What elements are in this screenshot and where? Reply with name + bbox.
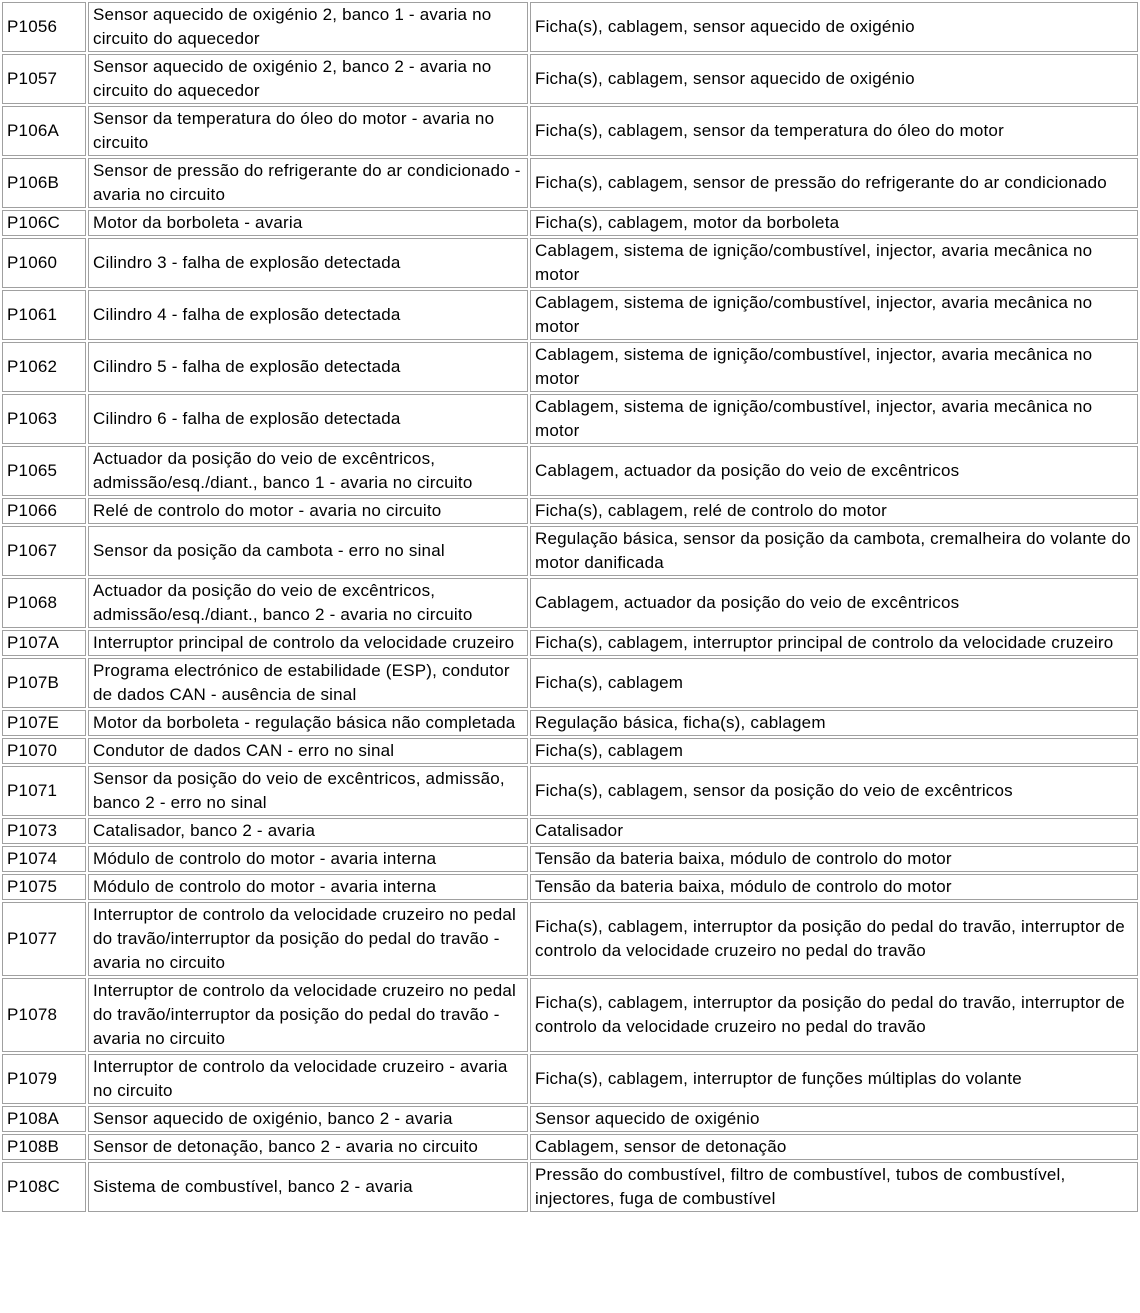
table-row (2, 1054, 1138, 1104)
fault-code-cell: P1066 (2, 498, 86, 524)
fault-code-cell: P106C (2, 210, 86, 236)
table-row (2, 1162, 1138, 1212)
fault-description-cell: Sensor aquecido de oxigénio, banco 2 - avaria (88, 1106, 528, 1132)
table-row (2, 2, 1138, 52)
fault-description-cell: Interruptor de controlo da velocidade cruzeiro no pedal do travão/interruptor da posição do pedal do travão - avaria no circuito (88, 902, 528, 976)
fault-remedy-cell: Cablagem, sistema de ignição/combustível, injector, avaria mecânica no motor (530, 238, 1138, 288)
fault-code-cell: P1075 (2, 874, 86, 900)
fault-code-cell: P1070 (2, 738, 86, 764)
fault-remedy-cell: Cablagem, sistema de ignição/combustível, injector, avaria mecânica no motor (530, 342, 1138, 392)
fault-code-cell: P108C (2, 1162, 86, 1212)
fault-code-cell: P1068 (2, 578, 86, 628)
fault-description-cell: Actuador da posição do veio de excêntricos, admissão/esq./diant., banco 1 - avaria no circuito (88, 446, 528, 496)
fault-remedy-cell: Regulação básica, ficha(s), cablagem (530, 710, 1138, 736)
fault-remedy-cell: Ficha(s), cablagem, motor da borboleta (530, 210, 1138, 236)
table-row (2, 54, 1138, 104)
table-row (2, 902, 1138, 976)
fault-remedy-cell: Cablagem, sensor de detonação (530, 1134, 1138, 1160)
fault-description-cell: Cilindro 4 - falha de explosão detectada (88, 290, 528, 340)
table-row (2, 658, 1138, 708)
fault-description-cell: Catalisador, banco 2 - avaria (88, 818, 528, 844)
fault-remedy-cell: Ficha(s), cablagem (530, 658, 1138, 708)
fault-description-cell: Interruptor de controlo da velocidade cruzeiro - avaria no circuito (88, 1054, 528, 1104)
table-row (2, 738, 1138, 764)
fault-remedy-cell: Ficha(s), cablagem, sensor da posição do veio de excêntricos (530, 766, 1138, 816)
fault-description-cell: Sensor da posição da cambota - erro no sinal (88, 526, 528, 576)
table-row (2, 498, 1138, 524)
fault-remedy-cell: Ficha(s), cablagem, interruptor da posição do pedal do travão, interruptor de controlo da velocidade cruzeiro no pedal do travão (530, 978, 1138, 1052)
fault-description-cell: Cilindro 3 - falha de explosão detectada (88, 238, 528, 288)
fault-remedy-cell: Ficha(s), cablagem, sensor de pressão do refrigerante do ar condicionado (530, 158, 1138, 208)
table-row (2, 846, 1138, 872)
fault-remedy-cell: Ficha(s), cablagem, sensor aquecido de oxigénio (530, 54, 1138, 104)
fault-description-cell: Motor da borboleta - regulação básica não completada (88, 710, 528, 736)
fault-code-cell: P108A (2, 1106, 86, 1132)
fault-code-cell: P1079 (2, 1054, 86, 1104)
table-row (2, 158, 1138, 208)
fault-remedy-cell: Cablagem, actuador da posição do veio de excêntricos (530, 578, 1138, 628)
fault-code-cell: P107B (2, 658, 86, 708)
table-row (2, 106, 1138, 156)
fault-description-cell: Cilindro 5 - falha de explosão detectada (88, 342, 528, 392)
fault-code-cell: P1077 (2, 902, 86, 976)
table-row (2, 1106, 1138, 1132)
fault-remedy-cell: Ficha(s), cablagem, interruptor da posição do pedal do travão, interruptor de controlo da velocidade cruzeiro no pedal do travão (530, 902, 1138, 976)
fault-description-cell: Sensor aquecido de oxigénio 2, banco 2 - avaria no circuito do aquecedor (88, 54, 528, 104)
fault-description-cell: Módulo de controlo do motor - avaria interna (88, 874, 528, 900)
fault-description-cell: Sensor da posição do veio de excêntricos, admissão, banco 2 - erro no sinal (88, 766, 528, 816)
fault-remedy-cell: Cablagem, sistema de ignição/combustível, injector, avaria mecânica no motor (530, 394, 1138, 444)
fault-code-cell: P1062 (2, 342, 86, 392)
fault-description-cell: Sensor de pressão do refrigerante do ar condicionado - avaria no circuito (88, 158, 528, 208)
table-row (2, 342, 1138, 392)
table-row (2, 394, 1138, 444)
table-row (2, 874, 1138, 900)
fault-remedy-cell: Ficha(s), cablagem, interruptor principal de controlo da velocidade cruzeiro (530, 630, 1138, 656)
fault-remedy-cell: Cablagem, sistema de ignição/combustível, injector, avaria mecânica no motor (530, 290, 1138, 340)
fault-remedy-cell: Ficha(s), cablagem (530, 738, 1138, 764)
fault-description-cell: Sensor da temperatura do óleo do motor - avaria no circuito (88, 106, 528, 156)
fault-code-cell: P107E (2, 710, 86, 736)
fault-code-cell: P1063 (2, 394, 86, 444)
table-row (2, 446, 1138, 496)
fault-code-cell: P1057 (2, 54, 86, 104)
fault-description-cell: Programa electrónico de estabilidade (ESP), condutor de dados CAN - ausência de sinal (88, 658, 528, 708)
fault-remedy-cell: Ficha(s), cablagem, relé de controlo do motor (530, 498, 1138, 524)
fault-remedy-cell: Sensor aquecido de oxigénio (530, 1106, 1138, 1132)
fault-code-cell: P107A (2, 630, 86, 656)
fault-description-cell: Cilindro 6 - falha de explosão detectada (88, 394, 528, 444)
fault-description-cell: Sensor aquecido de oxigénio 2, banco 1 - avaria no circuito do aquecedor (88, 2, 528, 52)
fault-code-cell: P1073 (2, 818, 86, 844)
fault-description-cell: Interruptor de controlo da velocidade cruzeiro no pedal do travão/interruptor da posição do pedal do travão - avaria no circuito (88, 978, 528, 1052)
fault-remedy-cell: Ficha(s), cablagem, sensor aquecido de oxigénio (530, 2, 1138, 52)
fault-code-cell: P1065 (2, 446, 86, 496)
table-row (2, 210, 1138, 236)
fault-code-cell: P1078 (2, 978, 86, 1052)
table-row (2, 766, 1138, 816)
fault-description-cell: Condutor de dados CAN - erro no sinal (88, 738, 528, 764)
fault-remedy-cell: Tensão da bateria baixa, módulo de controlo do motor (530, 846, 1138, 872)
table-row (2, 818, 1138, 844)
fault-description-cell: Interruptor principal de controlo da velocidade cruzeiro (88, 630, 528, 656)
fault-remedy-cell: Catalisador (530, 818, 1138, 844)
fault-code-cell: P108B (2, 1134, 86, 1160)
fault-code-cell: P1056 (2, 2, 86, 52)
fault-code-cell: P1074 (2, 846, 86, 872)
fault-remedy-cell: Ficha(s), cablagem, sensor da temperatura do óleo do motor (530, 106, 1138, 156)
fault-remedy-cell: Pressão do combustível, filtro de combustível, tubos de combustível, injectores, fuga de combustível (530, 1162, 1138, 1212)
fault-description-cell: Actuador da posição do veio de excêntricos, admissão/esq./diant., banco 2 - avaria no circuito (88, 578, 528, 628)
fault-description-cell: Motor da borboleta - avaria (88, 210, 528, 236)
fault-remedy-cell: Cablagem, actuador da posição do veio de excêntricos (530, 446, 1138, 496)
table-row (2, 290, 1138, 340)
fault-code-cell: P106B (2, 158, 86, 208)
table-row (2, 578, 1138, 628)
table-row (2, 526, 1138, 576)
fault-code-cell: P1060 (2, 238, 86, 288)
fault-code-cell: P1067 (2, 526, 86, 576)
fault-description-cell: Sensor de detonação, banco 2 - avaria no circuito (88, 1134, 528, 1160)
table-row (2, 978, 1138, 1052)
fault-code-cell: P1071 (2, 766, 86, 816)
fault-code-cell: P1061 (2, 290, 86, 340)
fault-remedy-cell: Ficha(s), cablagem, interruptor de funções múltiplas do volante (530, 1054, 1138, 1104)
table-row (2, 630, 1138, 656)
fault-description-cell: Módulo de controlo do motor - avaria interna (88, 846, 528, 872)
fault-description-cell: Sistema de combustível, banco 2 - avaria (88, 1162, 528, 1212)
fault-remedy-cell: Regulação básica, sensor da posição da cambota, cremalheira do volante do motor danificada (530, 526, 1138, 576)
table-row (2, 238, 1138, 288)
fault-code-table-body (2, 2, 1138, 1212)
fault-code-cell: P106A (2, 106, 86, 156)
fault-remedy-cell: Tensão da bateria baixa, módulo de controlo do motor (530, 874, 1138, 900)
table-row (2, 1134, 1138, 1160)
fault-description-cell: Relé de controlo do motor - avaria no circuito (88, 498, 528, 524)
table-row (2, 710, 1138, 736)
